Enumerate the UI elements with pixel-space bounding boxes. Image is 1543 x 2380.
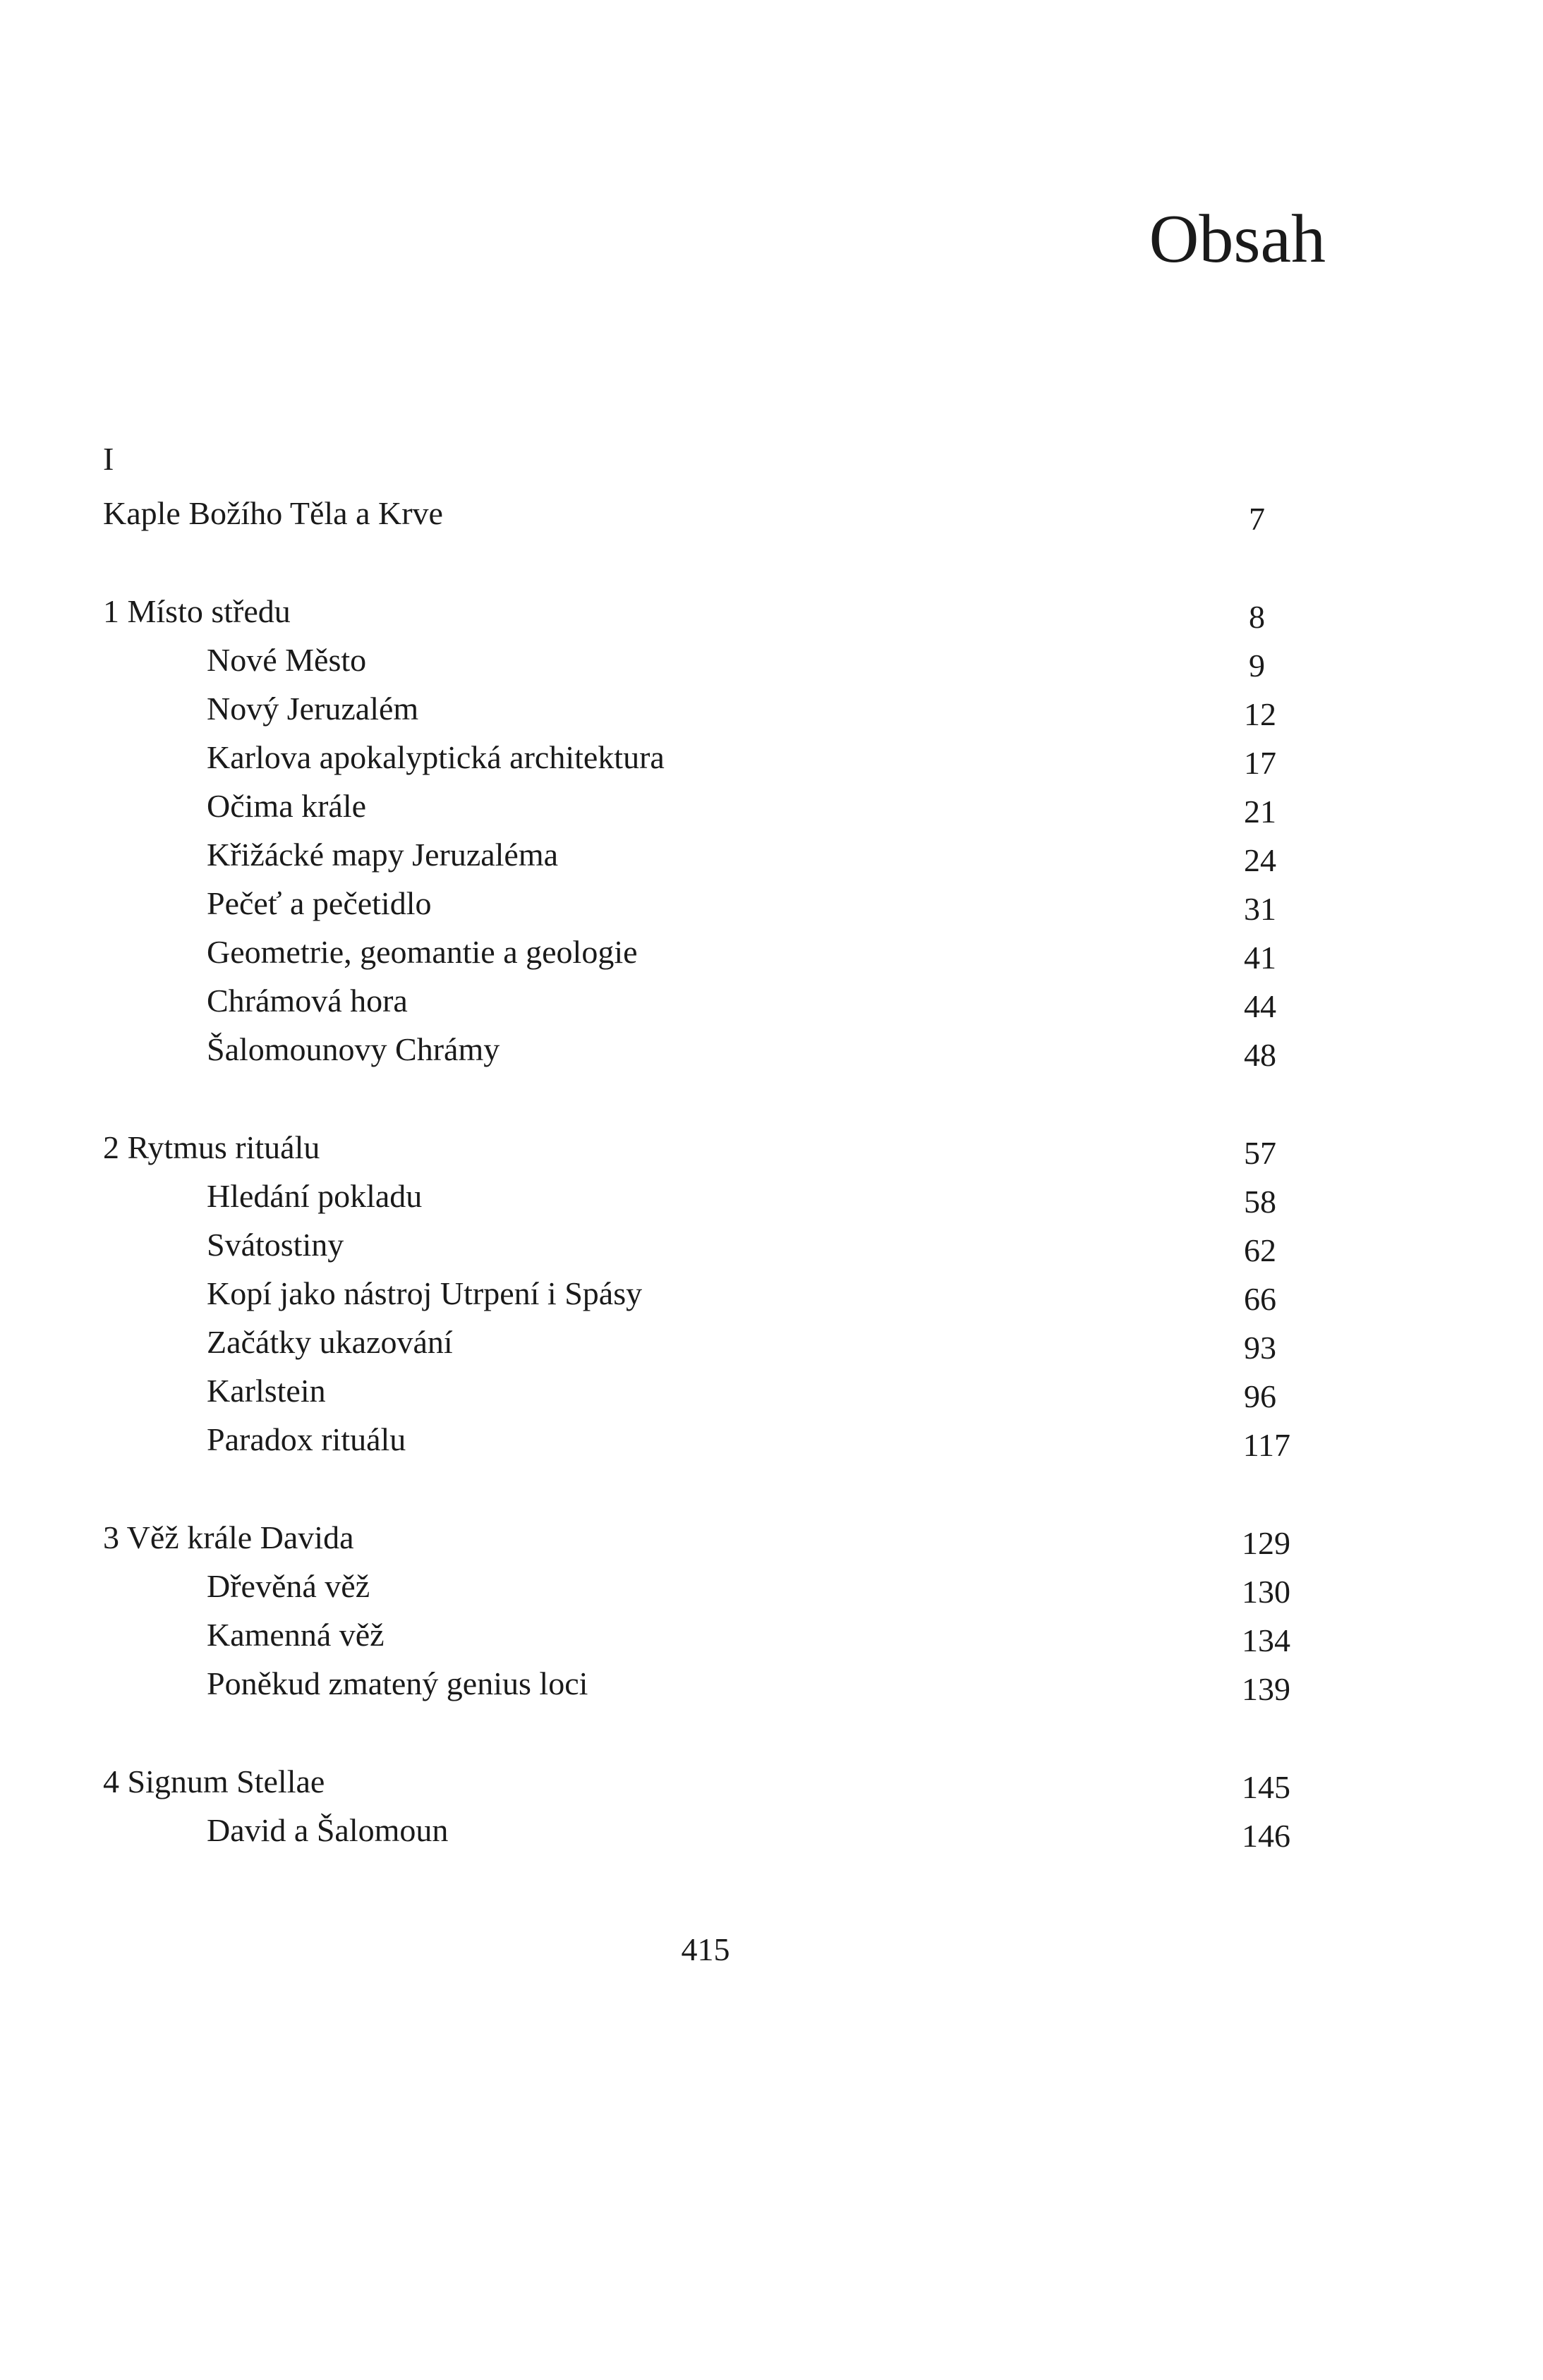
toc-section xyxy=(0,1028,1543,1071)
toc-entry-title: Poněkud zmatený genius loci xyxy=(207,1665,588,1701)
page-title: Obsah xyxy=(1149,201,1326,277)
toc-section xyxy=(0,979,1543,1023)
toc-section xyxy=(0,1613,1543,1657)
toc-section xyxy=(0,1565,1543,1608)
toc-section xyxy=(0,1418,1543,1462)
toc-section xyxy=(0,1272,1543,1316)
toc-entry-page: 129 xyxy=(1242,1525,1290,1561)
page-number: 415 xyxy=(681,1931,730,1967)
toc-entry-title: Pečeť a pečetidlo xyxy=(207,885,432,921)
toc-section xyxy=(0,930,1543,974)
toc-chapter xyxy=(0,590,1543,633)
toc-entry-title: Karlova apokalyptická architektura xyxy=(207,739,665,775)
toc-entry-title: 4 Signum Stellae xyxy=(103,1763,325,1799)
toc-entry-title: Dřevěná věž xyxy=(207,1568,370,1604)
toc-entry-title: Očima krále xyxy=(207,788,367,824)
toc-entry-title: Začátky ukazování xyxy=(207,1324,453,1360)
toc-entry-title: Kaple Božího Těla a Krve xyxy=(103,495,443,531)
toc-entry-page: 24 xyxy=(1244,842,1276,878)
toc-section xyxy=(0,784,1543,828)
toc-entry-page: 58 xyxy=(1244,1184,1276,1220)
toc-entry-page: 145 xyxy=(1242,1769,1290,1805)
toc-entry-page: 8 xyxy=(1249,599,1265,635)
toc-entry-title: Kamenná věž xyxy=(207,1617,385,1653)
toc-entry-page: 12 xyxy=(1244,696,1276,732)
toc-entry-page: 139 xyxy=(1242,1671,1290,1707)
toc-entry-page: 117 xyxy=(1242,1427,1290,1463)
toc-chapter xyxy=(0,1126,1543,1170)
toc-entry-page: 31 xyxy=(1244,891,1276,927)
toc-entry-title: 2 Rytmus rituálu xyxy=(103,1129,320,1165)
toc-entry-title: Paradox rituálu xyxy=(207,1421,406,1457)
toc-entry-page: 7 xyxy=(1249,501,1265,537)
toc-section xyxy=(0,638,1543,682)
toc-section xyxy=(0,736,1543,779)
toc-entry-title: Karlstein xyxy=(207,1373,326,1409)
part-numeral xyxy=(0,437,1543,481)
toc-entry-page: 48 xyxy=(1244,1037,1276,1073)
toc-entry-page: 96 xyxy=(1244,1378,1276,1414)
toc-section xyxy=(0,1320,1543,1364)
toc-entry-title: Hledání pokladu xyxy=(207,1178,423,1214)
toc-entry-page: 44 xyxy=(1244,988,1276,1024)
toc-entry-page: 134 xyxy=(1242,1622,1290,1658)
toc-entry-title: Chrámová hora xyxy=(207,983,408,1019)
toc-entry-page: 41 xyxy=(1244,940,1276,976)
toc-entry-title: 3 Věž krále Davida xyxy=(103,1519,354,1555)
toc-entry-page: 66 xyxy=(1244,1281,1276,1317)
toc-section xyxy=(0,1223,1543,1267)
toc-section xyxy=(0,687,1543,731)
toc-entry-title: Nový Jeruzalém xyxy=(207,691,419,727)
toc-section xyxy=(0,882,1543,925)
toc-entry-page: 57 xyxy=(1244,1135,1276,1171)
toc-entry-title: Geometrie, geomantie a geologie xyxy=(207,934,638,970)
toc-section xyxy=(0,1369,1543,1413)
toc-entry-part xyxy=(0,492,1543,535)
toc-entry-title: David a Šalomoun xyxy=(207,1812,449,1848)
toc-entry-page: 9 xyxy=(1249,648,1265,684)
toc-entry-title: Nové Město xyxy=(207,642,367,678)
toc-section xyxy=(0,1662,1543,1706)
toc-section xyxy=(0,1809,1543,1852)
toc-entry-page: 17 xyxy=(1244,745,1276,781)
toc-entry-title: Kopí jako nástroj Utrpení i Spásy xyxy=(207,1275,643,1311)
toc-entry-page: 62 xyxy=(1244,1232,1276,1268)
toc-entry-page: 21 xyxy=(1244,794,1276,830)
toc-chapter xyxy=(0,1516,1543,1560)
toc-entry-page: 146 xyxy=(1242,1818,1290,1854)
toc-entry-title: Křižácké mapy Jeruzaléma xyxy=(207,837,559,873)
toc-section xyxy=(0,1174,1543,1218)
toc-chapter xyxy=(0,1760,1543,1804)
toc-entry-title: 1 Místo středu xyxy=(103,593,291,629)
toc-entry-page: 93 xyxy=(1244,1330,1276,1366)
toc-entry-page: 130 xyxy=(1242,1574,1290,1610)
toc-section xyxy=(0,833,1543,877)
toc-entry-title: Šalomounovy Chrámy xyxy=(207,1031,500,1067)
part-numeral-label: I xyxy=(103,441,114,477)
toc-entry-title: Svátostiny xyxy=(207,1227,344,1263)
